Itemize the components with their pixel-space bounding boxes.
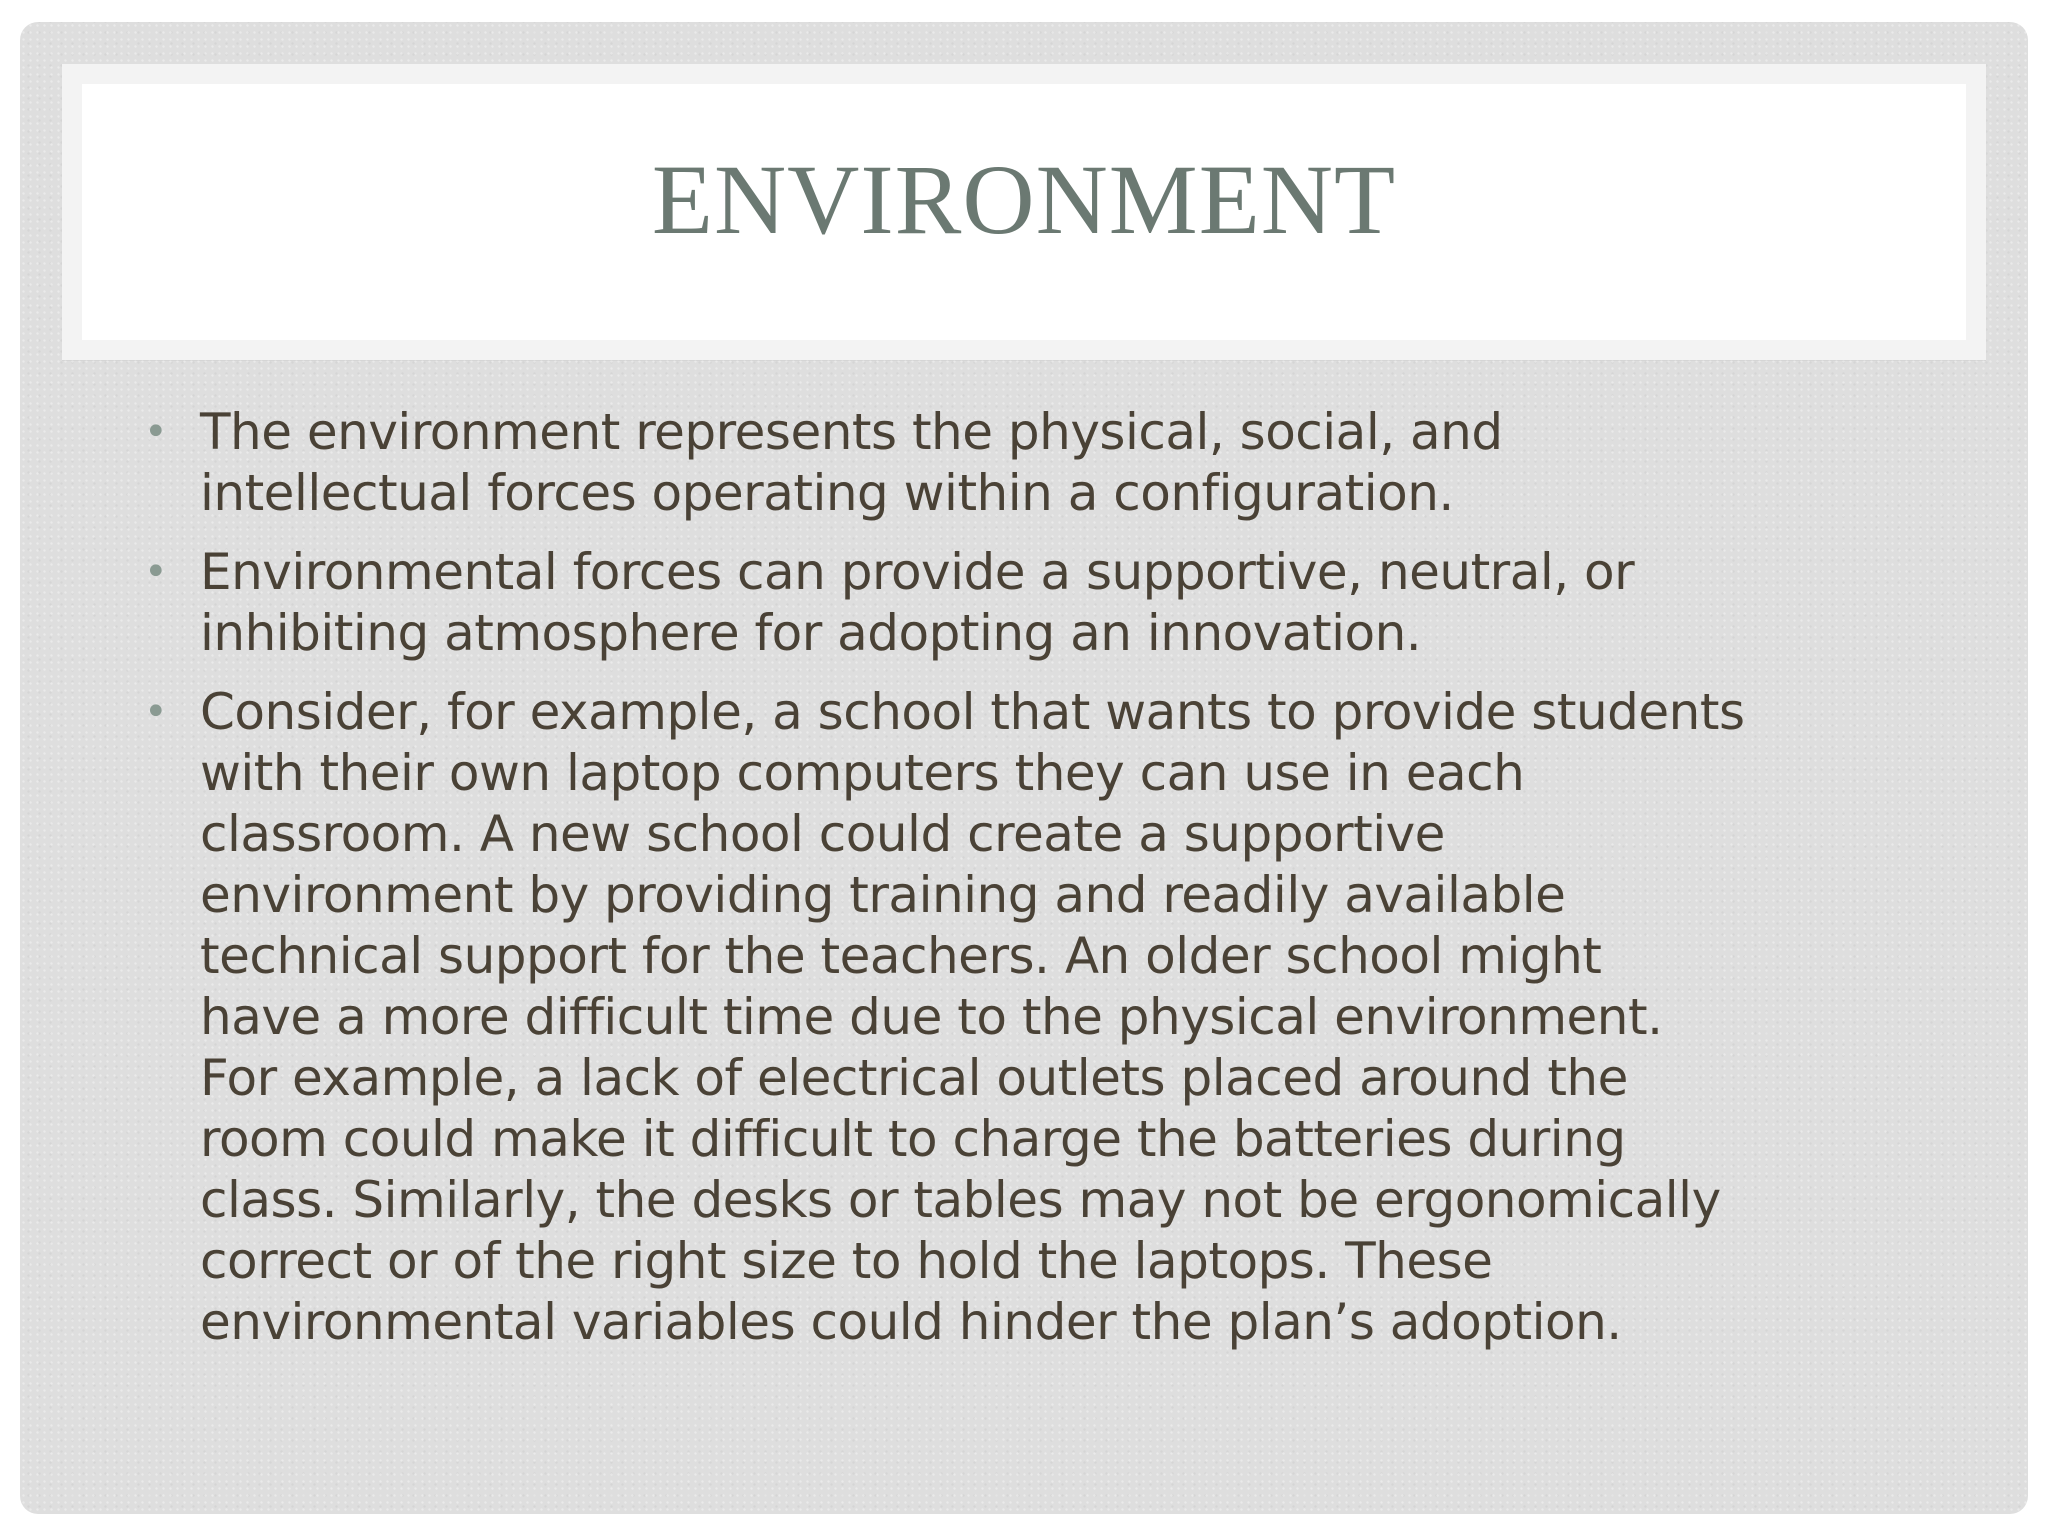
- bullet-line: have a more difficult time due to the physical environment.: [200, 988, 1663, 1046]
- bullet-line: environmental variables could hinder the plan’s adoption.: [200, 1293, 1622, 1351]
- bullet-line: classroom. A new school could create a supportive: [200, 805, 1445, 863]
- bullet-item: [144, 402, 1974, 524]
- bullet-line: inhibiting atmosphere for adopting an innovation.: [200, 604, 1422, 662]
- bullet-line: with their own laptop computers they can use in each: [200, 744, 1525, 802]
- bullet-dot-icon: •: [144, 409, 168, 455]
- bullet-line: intellectual forces operating within a configuration.: [200, 464, 1454, 522]
- bullet-list: [144, 402, 1974, 1371]
- bullet-item: [144, 542, 1974, 664]
- slide: [20, 22, 2028, 1514]
- title-panel: [82, 84, 1966, 340]
- bullet-dot-icon: •: [144, 549, 168, 595]
- bullet-item: [144, 682, 1974, 1353]
- bullet-line: class. Similarly, the desks or tables may not be ergonomically: [200, 1171, 1721, 1229]
- bullet-line: room could make it difficult to charge the batteries during: [200, 1110, 1626, 1168]
- bullet-line: technical support for the teachers. An older school might: [200, 927, 1602, 985]
- bullet-dot-icon: •: [144, 689, 168, 735]
- bullet-line: Consider, for example, a school that wants to provide students: [200, 683, 1745, 741]
- slide-title: ENVIRONMENT: [651, 144, 1397, 255]
- bullet-line: environment by providing training and readily available: [200, 866, 1566, 924]
- bullet-line: correct or of the right size to hold the laptops. These: [200, 1232, 1493, 1290]
- title-frame: [62, 64, 1986, 360]
- bullet-line: The environment represents the physical, social, and: [200, 403, 1503, 461]
- bullet-line: For example, a lack of electrical outlets placed around the: [200, 1049, 1628, 1107]
- bullet-line: Environmental forces can provide a supportive, neutral, or: [200, 543, 1635, 601]
